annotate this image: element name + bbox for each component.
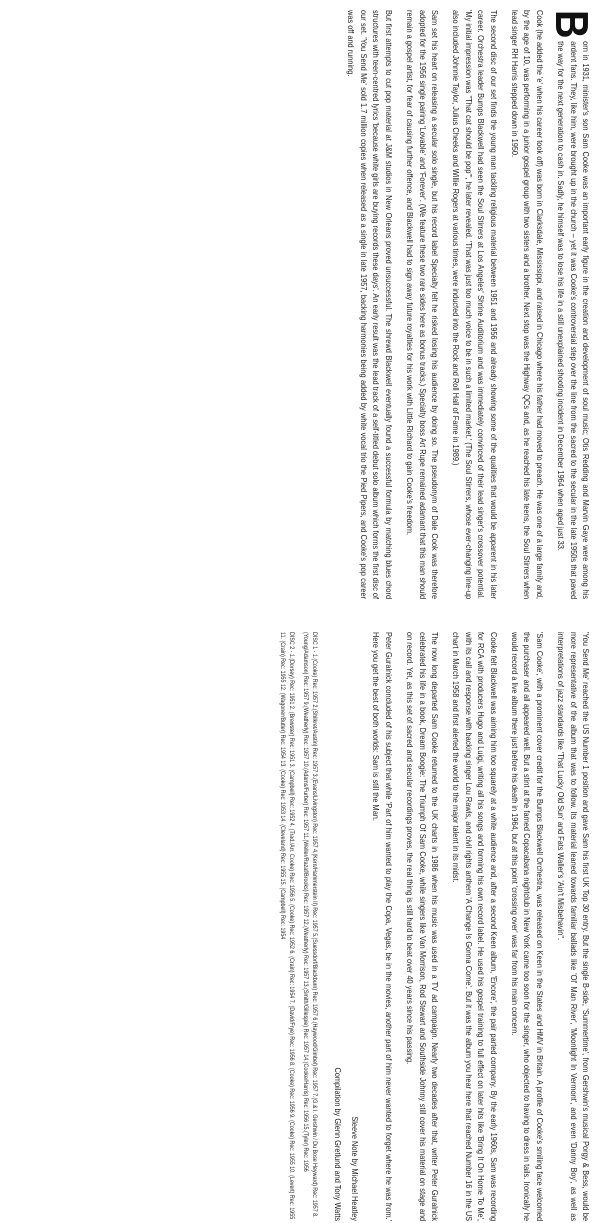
intro-paragraph xyxy=(546,10,598,600)
intro-paragraph-text: orn in 1931, minister's son Sam Cooke was an important early figure in the creation and development of soul music; Otis Redding and Marvin Gaye were among his ardent fans. They, like him, were brought up in the church – yet it was Cooke's controversial step over the line from the sacred to the secular in the late 1950s that paved the way for the next generation to cash in. Sadly, he himself was to lose his life in a still unexplained shooting incident in December 1964 when aged just 33. xyxy=(556,41,591,600)
credits-block xyxy=(332,632,361,1221)
body-paragraph: But first attempts to cut pop material at J&M studios in New Orleans proved unsuccessful. The shrewd Blackwell eventually found a successful formula by matching blues chord structures with teen-centred lyrics 'because white girls are buying records these days'. An early result was the lead track of a self-titled debut solo album which forms the first disc of our set. 'You Send Me' sold 1.7 million copies when released as a single in late 1957, backing harmonies being added by white vocal trio the Pied Pipers, and Cooke's pop career was off and running. xyxy=(346,10,394,600)
body-paragraph: The now long departed Sam Cooke returned to the UK charts in 1986 when his music was used in a TV ad campaign. Nearly two decades after that, writer Peter Guralnick celebrated his life in a book, Dream Boogie: The Triumph Of Sam Cooke, while singers like Van Morrison, Rod Stewart and Southside Johnny still cover his material on stage and on record. Yet, as this set of sacred and secular recordings proves, the real thing is still hard to beat over 40 years since his passing. xyxy=(405,632,440,1222)
right-text-column xyxy=(272,632,592,1221)
body-paragraph: 'You Send Me' reached the US Number 1 position and gave Sam his first UK Top 30 entry. But the single B-side, 'Summertime', from Gershwin's musical Porgy & Bess, would be more representative of the album that was to follow. Its material leaned towards familiar ballads like 'Ol' Man River', 'Moonlight In Vermont', and even 'Danny Boy', as well as interpretations of jazz standards like 'That Lucky Old Sun' and Fats Waller's 'Ain't Misbehavin''. xyxy=(556,632,591,1222)
drop-cap-letter: B xyxy=(546,10,598,39)
disc-2-credits: DISC 2 - 1.(Dorsey) Rec: 1951 2. (Brewster) Rec: 1951 3. (Campbell) Rec: 1952 4. (Trad./Arr. Cooke) Rec: 1956 5. (Cooke) Rec: 1952 6. (Crain) Rec: 1954 7. (David/Frye) Rec: 1956 8. (Cooke) Rec: 1956 9. (Cooke) Rec: 1955 10. (Levert) Rec: 1955 11. (Crain) Rec: 1955 12. (Wagoner/Butler) Rec: 1954 13. (Cooke) Rec: 1953 14. (Cleveland) Rec: 1955 15. (Campbell) Rec: 1954 xyxy=(279,632,295,1220)
body-paragraph: Sam set his heart on releasing a secular solo single, but his record label Specialty felt he risked losing his audience by doing so. The pseudonym of Dale Cook was therefore adopted for the 1956 single pairing 'Lovable' and 'Forever'. (We feature these two rare sides here as bonus tracks.) Specialty boss Art Rupe remained adamant that this man should remain a gospel artist, for fear of causing further offence, and Blackwell had to sign away future royalties for his work with Little Richard to gain Cooke's freedom. xyxy=(405,10,440,600)
body-paragraph: Cooke felt Blackwell was aiming him too squarely at a white audience and, after a second Keen album, 'Encore', the pair parted company. By the early 1960s, Sam was recording for RCA with producers Hugo and Luigi, writing all his songs and forming his own record label. He used his gospel training to full effect on later hits like 'Bring It On Home To Me', with its call and response with backing singer Lou Rawls, and civil rights anthem 'A Change Is Gonna Come'. But it was the album you hear here that reached Number 16 in the US chart in March 1958 and first alerted the world to the major talent in its midst. xyxy=(451,632,499,1222)
compilation-credit: Compilation by Glenn Gretlund and Tony Watts xyxy=(333,1067,344,1222)
body-paragraph: The second disc of our set finds the young man tackling religious material between 1951 and 1956 and already showing some of the qualities that would be apparent in his later career. Orchestra leader Bumps Blackwell had seen the Soul Stirrers at Los Angeles' Shrine Auditorium and was immediately convinced of their lead singer's crossover potential. 'My initial impression was "That cat should be pop"', he later revealed. 'That was just too much voice to be in such a limited market.' (The Soul Stirrers, whose ever-changing line-up also included Johnnie Taylor, Julius Cheeks and Willie Rogers at various times, were inducted into the Rock and Roll Hall of Fame in 1989.) xyxy=(451,10,499,600)
track-credits xyxy=(278,632,318,1221)
body-paragraph: Peter Guralnick concluded of his subject that while 'Part of him wanted to play the Copa, Vegas, be in the movies, another part of him never wanted to forget where he was from.' Here you get the best of both worlds: Sam is still the Man. xyxy=(371,632,394,1222)
disc-1-credits: DISC 1 - 1.(Cooke) Rec: 1957 2.(Shilkret/Austin) Rec: 1957 3.(Evans/Livingston) Rec: 1957 4.(Kern/Hammerstein II) Rec: 1957 5.(Suessdorf/Blackburn) Rec: 1957 6.(Haywood/Gimbel) Rec: 1957 7.(G.& I. Gershwin / Du Bose Heyward) Rec: 1957 8.(Young/Adamson) Rec: 1957 9.(Weatherly) Rec: 1957 10.(Adams/Furber) Rec: 1957 11.(Weller/Razaf/Brooks) Rec: 1957 12.(Weatherly) Rec: 1957 13.(Smith/Gillespie) Rec: 1957 14.(Cooke/Harris) Rec: 1956 15.(Tyler) Rec: 1956 xyxy=(302,632,319,1218)
left-text-column xyxy=(336,10,598,600)
body-paragraph: 'Sam Cooke', with a prominent cover credit for the Bumps Blackwell Orchestra, was released on Keen in the States and HMV in Britain. A profile of Cooke's smiling face welcomed the purchaser and all appeared well. But a stint at the famed Copacabana nightclub in New York came too soon for the singer, who objected to having to dress in tails. Ironically he would record a live album there just before his death in 1964, but at this point 'crossing over' was far from his main concern. xyxy=(509,632,545,1222)
sleeve-note-credit: Sleeve Note by Michael Heatley xyxy=(349,1116,360,1222)
body-paragraph: Cook (he added the 'e' when his career took off) was born in Clarksdale, Mississippi, and raised in Chicago where his father had moved to preach. He was one of a large family and, by the age of 10, was performing in a junior gospel group with two sisters and a brother. Next stop was the Highway QCs and, as he reached his late teens, the Soul Stirrers when lead singer RH Harris stepped down in 1950. xyxy=(509,10,545,600)
